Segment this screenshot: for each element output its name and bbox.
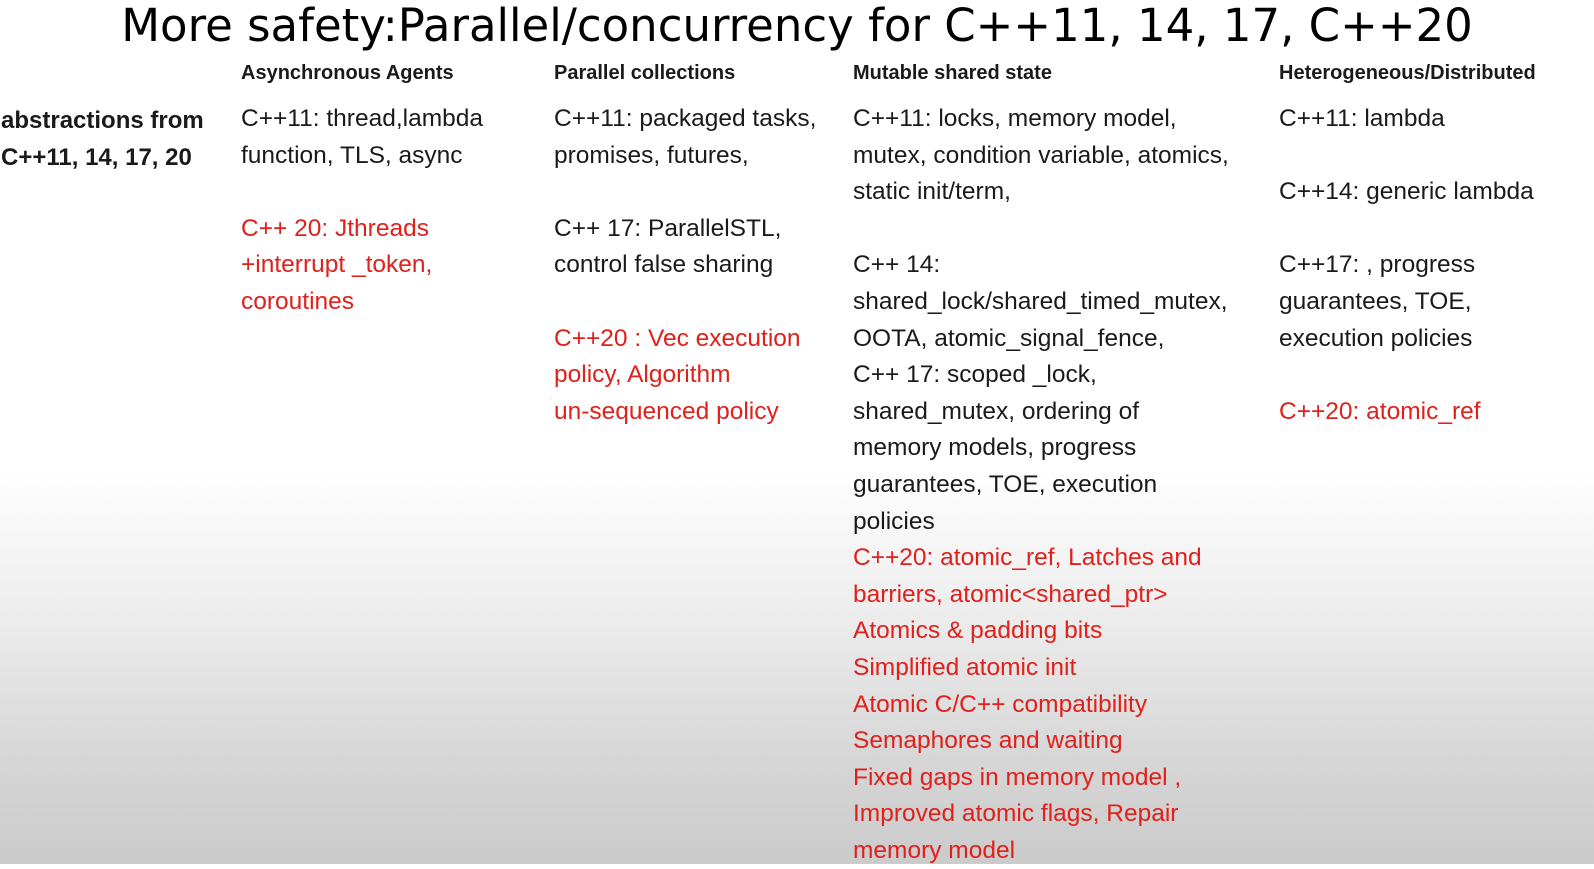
text-line: execution policies bbox=[1279, 324, 1473, 352]
cxx20-block bbox=[853, 540, 1229, 869]
text-line: Semaphores and waiting bbox=[853, 727, 1123, 755]
text-line: C++ 14: bbox=[853, 251, 941, 279]
text-line: Atomic C/C++ compatibility bbox=[853, 690, 1148, 718]
text-line: shared_mutex, ordering of bbox=[853, 397, 1139, 425]
text-line: C++11: thread,lambda bbox=[241, 105, 483, 132]
cxx14-block bbox=[1279, 174, 1534, 211]
cxx14-17-block bbox=[853, 211, 1229, 540]
text-line: C++17: , progress bbox=[1279, 251, 1476, 279]
text-line: promises, futures, bbox=[554, 141, 749, 169]
text-line: coroutines bbox=[241, 287, 355, 315]
cxx20-block bbox=[554, 321, 816, 431]
text-line: mutex, condition variable, atomics, bbox=[853, 141, 1229, 169]
column-header-mutable-shared-state: Mutable shared state bbox=[853, 62, 1052, 84]
column-asynchronous-agents bbox=[241, 101, 483, 321]
text-line: un-sequenced policy bbox=[554, 397, 779, 425]
text-line: C++ 20: Jthreads bbox=[241, 214, 429, 242]
text-line: Simplified atomic init bbox=[853, 653, 1077, 681]
text-line: C++20: atomic_ref bbox=[1279, 397, 1481, 425]
cxx20-block bbox=[241, 211, 483, 321]
text-line: C++11: lambda bbox=[1279, 105, 1445, 132]
column-header-parallel-collections: Parallel collections bbox=[554, 62, 736, 84]
text-line: control false sharing bbox=[554, 251, 774, 279]
text-line bbox=[853, 211, 1229, 248]
text-line: +interrupt _token, bbox=[241, 251, 433, 279]
column-mutable-shared-state bbox=[853, 101, 1229, 869]
text-line: memory models, progress bbox=[853, 434, 1137, 462]
text-line: C++11: packaged tasks, bbox=[554, 105, 817, 132]
cxx11-block bbox=[853, 101, 1229, 211]
text-line: OOTA, atomic_signal_fence, bbox=[853, 324, 1165, 352]
text-line: Improved atomic flags, Repair bbox=[853, 800, 1179, 828]
text-line: memory model bbox=[853, 836, 1016, 864]
cxx17-block bbox=[554, 211, 816, 284]
row-label-line: C++11, 14, 17, 20 bbox=[1, 143, 192, 171]
text-line: C++ 17: scoped _lock, bbox=[853, 361, 1097, 389]
text-line: guarantees, TOE, execution bbox=[853, 470, 1158, 498]
text-line: static init/term, bbox=[853, 178, 1011, 206]
text-line: C++ 17: ParallelSTL, bbox=[554, 214, 782, 242]
text-line: policies bbox=[853, 507, 935, 535]
cxx20-block bbox=[1279, 394, 1534, 431]
cxx11-block bbox=[1279, 101, 1534, 138]
cxx17-block bbox=[1279, 247, 1534, 357]
text-line: function, TLS, async bbox=[241, 141, 463, 169]
text-line: Fixed gaps in memory model , bbox=[853, 763, 1182, 791]
column-header-asynchronous-agents: Asynchronous Agents bbox=[241, 62, 454, 84]
row-label-line: abstractions from bbox=[1, 107, 204, 134]
column-header-heterogeneous-distributed: Heterogeneous/Distributed bbox=[1279, 62, 1536, 84]
text-line: Atomics & padding bits bbox=[853, 617, 1103, 645]
row-label bbox=[1, 103, 204, 176]
text-line: C++20: atomic_ref, Latches and bbox=[853, 544, 1202, 572]
text-line: C++20 : Vec execution bbox=[554, 324, 801, 352]
text-line: guarantees, TOE, bbox=[1279, 287, 1472, 315]
text-line: barriers, atomic<shared_ptr> bbox=[853, 580, 1168, 608]
text-line: C++14: generic lambda bbox=[1279, 178, 1534, 206]
column-parallel-collections bbox=[554, 101, 816, 430]
column-heterogeneous-distributed bbox=[1279, 101, 1534, 430]
text-line: C++11: locks, memory model, bbox=[853, 105, 1177, 132]
cxx11-block bbox=[554, 101, 816, 174]
text-line: shared_lock/shared_timed_mutex, bbox=[853, 287, 1228, 315]
text-line: policy, Algorithm bbox=[554, 361, 731, 389]
slide-title: More safety:Parallel/concurrency for C++11, 14, 17, C++20 bbox=[121, 0, 1473, 52]
cxx11-block bbox=[241, 101, 483, 174]
